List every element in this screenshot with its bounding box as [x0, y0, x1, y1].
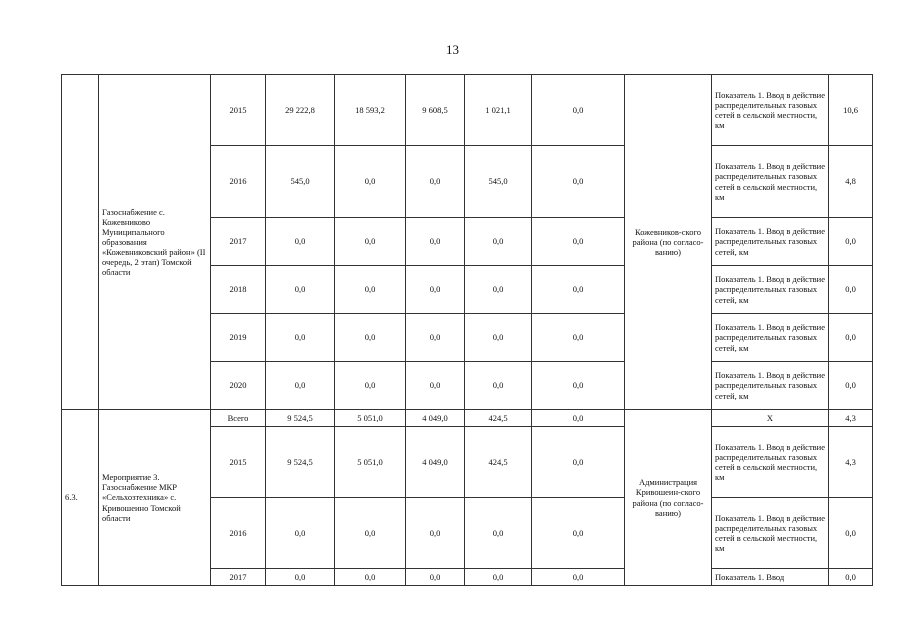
amount-cell: 0,0	[335, 146, 406, 218]
amount-cell: 5 051,0	[335, 410, 406, 427]
indicator-cell: Показатель 1. Ввод в действие распределительных газовых сетей, км	[712, 362, 829, 410]
total-cell: 545,0	[266, 146, 335, 218]
indicator-cell: Показатель 1. Ввод в действие распределительных газовых сетей в сельской местности, км	[712, 427, 829, 498]
table-row	[62, 75, 873, 146]
amount-cell: 0,0	[532, 427, 625, 498]
total-cell: 0,0	[266, 498, 335, 569]
table-row	[62, 410, 873, 427]
amount-cell: 0,0	[406, 266, 465, 314]
amount-cell: 0,0	[532, 569, 625, 586]
total-cell: 9 524,5	[266, 410, 335, 427]
total-cell: 0,0	[266, 362, 335, 410]
total-cell: 0,0	[266, 314, 335, 362]
year-cell: 2020	[211, 362, 266, 410]
amount-cell: 0,0	[406, 314, 465, 362]
indicator-value: 4,3	[829, 427, 873, 498]
indicator-cell: X	[712, 410, 829, 427]
indicator-value: 0,0	[829, 569, 873, 586]
year-cell: Всего	[211, 410, 266, 427]
amount-cell: 0,0	[465, 314, 532, 362]
indicator-value: 0,0	[829, 498, 873, 569]
amount-cell: 0,0	[465, 266, 532, 314]
indicator-value: 0,0	[829, 362, 873, 410]
indicator-cell: Показатель 1. Ввод в действие распределительных газовых сетей в сельской местности, км	[712, 75, 829, 146]
amount-cell: 0,0	[532, 410, 625, 427]
row-id-cell	[62, 75, 99, 410]
year-cell: 2018	[211, 266, 266, 314]
indicator-cell: Показатель 1. Ввод в действие распределительных газовых сетей, км	[712, 266, 829, 314]
indicator-value: 4,3	[829, 410, 873, 427]
measure-description: Газоснабжение с. Кожевниково Муниципального образования «Кожевниковский район» (II очередь, 2 этап) Томской области	[99, 75, 211, 410]
amount-cell: 18 593,2	[335, 75, 406, 146]
amount-cell: 0,0	[532, 146, 625, 218]
indicator-cell: Показатель 1. Ввод в действие распределительных газовых сетей в сельской местности, км	[712, 146, 829, 218]
amount-cell: 0,0	[406, 362, 465, 410]
amount-cell: 0,0	[335, 314, 406, 362]
budget-table	[61, 74, 873, 586]
indicator-cell: Показатель 1. Ввод	[712, 569, 829, 586]
total-cell: 0,0	[266, 569, 335, 586]
measure-description: Мероприятие 3. Газоснабжение МКР «Сельхозтехника» с. Кривошеино Томской области	[99, 410, 211, 586]
page-number: 13	[446, 42, 459, 57]
responsible-executor: Администрация Кривошеин-ского района (по согласо-ванию)	[625, 410, 712, 586]
amount-cell: 9 608,5	[406, 75, 465, 146]
year-cell: 2017	[211, 218, 266, 266]
amount-cell: 0,0	[335, 266, 406, 314]
total-cell: 0,0	[266, 266, 335, 314]
amount-cell: 0,0	[335, 218, 406, 266]
total-cell: 0,0	[266, 218, 335, 266]
amount-cell: 4 049,0	[406, 427, 465, 498]
amount-cell: 0,0	[532, 218, 625, 266]
amount-cell: 424,5	[465, 410, 532, 427]
row-id-cell: 6.3.	[62, 410, 99, 586]
amount-cell: 1 021,1	[465, 75, 532, 146]
indicator-cell: Показатель 1. Ввод в действие распределительных газовых сетей, км	[712, 218, 829, 266]
amount-cell: 0,0	[532, 362, 625, 410]
indicator-value: 4,8	[829, 146, 873, 218]
year-cell: 2016	[211, 498, 266, 569]
year-cell: 2017	[211, 569, 266, 586]
amount-cell: 0,0	[532, 75, 625, 146]
amount-cell: 0,0	[465, 498, 532, 569]
amount-cell: 424,5	[465, 427, 532, 498]
amount-cell: 5 051,0	[335, 427, 406, 498]
year-cell: 2015	[211, 427, 266, 498]
amount-cell: 4 049,0	[406, 410, 465, 427]
indicator-value: 10,6	[829, 75, 873, 146]
amount-cell: 0,0	[465, 569, 532, 586]
amount-cell: 0,0	[406, 569, 465, 586]
year-cell: 2019	[211, 314, 266, 362]
amount-cell: 0,0	[406, 498, 465, 569]
amount-cell: 0,0	[532, 498, 625, 569]
amount-cell: 0,0	[406, 146, 465, 218]
indicator-cell: Показатель 1. Ввод в действие распределительных газовых сетей в сельской местности, км	[712, 498, 829, 569]
indicator-value: 0,0	[829, 266, 873, 314]
responsible-executor: Кожевников-ского района (по согласо-ванию)	[625, 75, 712, 410]
indicator-value: 0,0	[829, 218, 873, 266]
amount-cell: 0,0	[406, 218, 465, 266]
year-cell: 2016	[211, 146, 266, 218]
total-cell: 29 222,8	[266, 75, 335, 146]
total-cell: 9 524,5	[266, 427, 335, 498]
amount-cell: 545,0	[465, 146, 532, 218]
amount-cell: 0,0	[335, 362, 406, 410]
amount-cell: 0,0	[465, 362, 532, 410]
indicator-value: 0,0	[829, 314, 873, 362]
amount-cell: 0,0	[532, 266, 625, 314]
year-cell: 2015	[211, 75, 266, 146]
amount-cell: 0,0	[335, 498, 406, 569]
indicator-cell: Показатель 1. Ввод в действие распределительных газовых сетей, км	[712, 314, 829, 362]
amount-cell: 0,0	[465, 218, 532, 266]
amount-cell: 0,0	[335, 569, 406, 586]
amount-cell: 0,0	[532, 314, 625, 362]
